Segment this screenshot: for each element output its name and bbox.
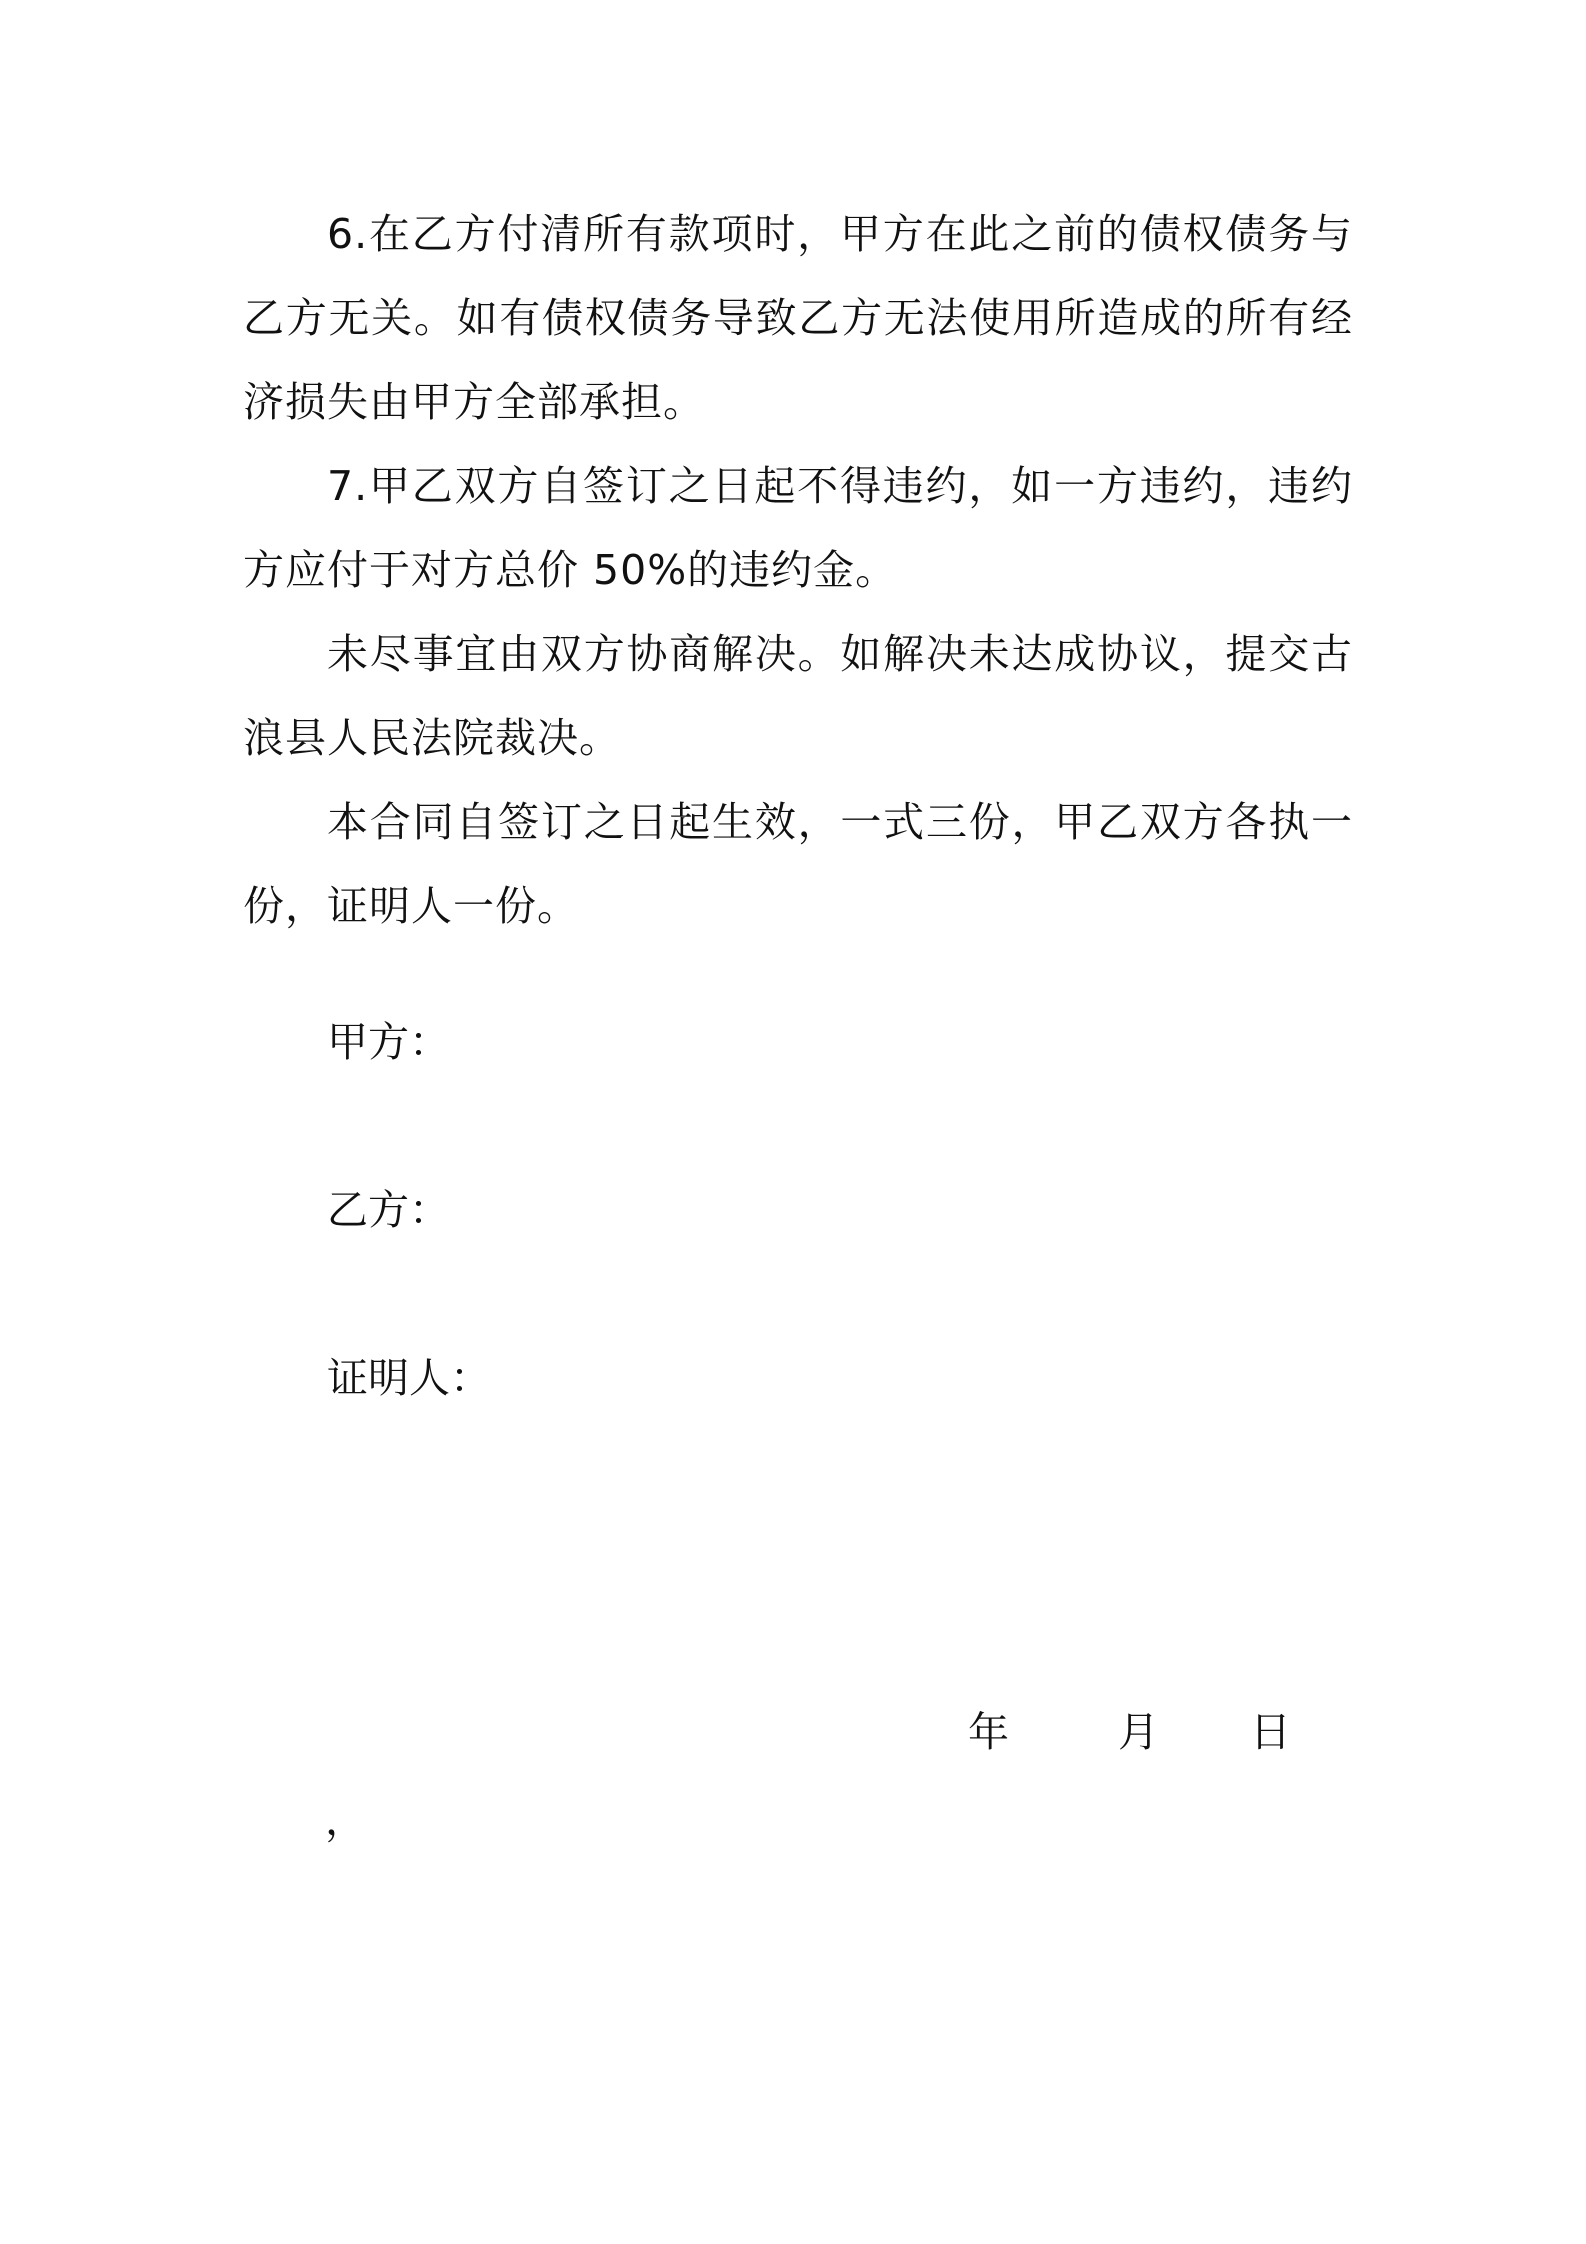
clause-6: 6.在乙方付清所有款项时，甲方在此之前的债权债务与乙方无关。如有债权债务导致乙方无法使用所造成的所有经济损失由甲方全部承担。: [243, 210, 1353, 426]
clause-unresolved-matters: 未尽事宜由双方协商解决。如解决未达成协议，提交古浪县人民法院裁决。: [243, 630, 1353, 762]
date-day-label: 日: [1250, 1708, 1291, 1756]
stray-comma: ，: [325, 1796, 366, 1844]
party-b-signature-label: 乙方：: [327, 1186, 450, 1234]
contract-body: [243, 192, 1353, 948]
date-month-label: 月: [1118, 1708, 1159, 1756]
witness-signature-label: 证明人：: [327, 1354, 491, 1402]
date-year-label: 年: [968, 1708, 1009, 1756]
clause-effective: 本合同自签订之日起生效，一式三份，甲乙双方各执一份，证明人一份。: [243, 798, 1353, 930]
party-a-signature-label: 甲方：: [327, 1018, 450, 1066]
clause-7: 7.甲乙双方自签订之日起不得违约，如一方违约，违约方应付于对方总价 50%的违约金。: [243, 462, 1353, 594]
